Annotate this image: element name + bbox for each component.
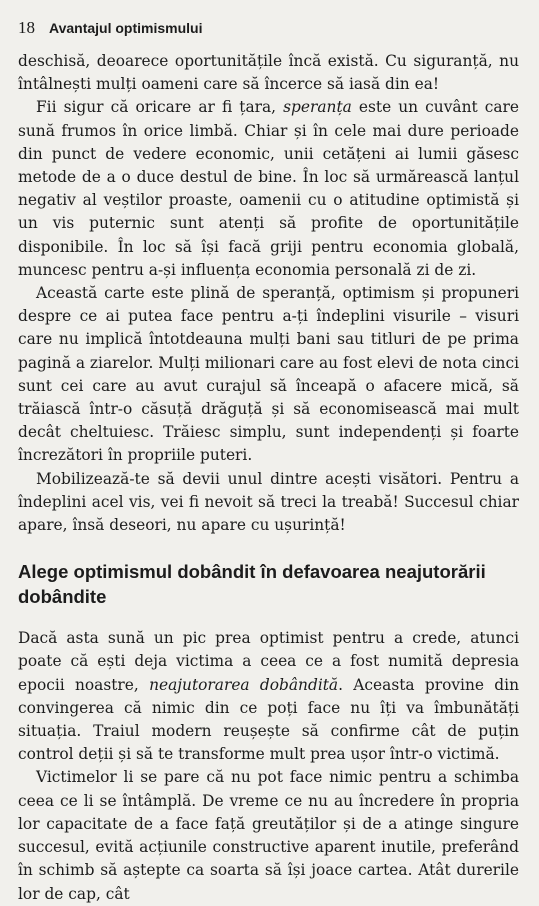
book-title: Avantajul optimismului <box>49 20 203 36</box>
italic-term: neajutorarea dobândită <box>149 675 339 694</box>
section-heading: Alege optimismul dobândit în defavoarea neajutorării dobândite <box>18 561 486 608</box>
paragraph: Dacă asta sună un pic prea optimist pentru a crede, atunci poate că ești deja victima a ceea ce a fost numită depresia epocii noastre, neajutorarea dobândită. Aceasta provine din convingerea că nimic din ce poți face nu îți va îmbunătăți situația. Traiul modern reușește să confirme cât de puțin control deții și să te transforme mult prea ușor într-o victimă. <box>18 629 519 764</box>
paragraph: Victimelor li se pare că nu pot face nimic pentru a schimba ceea ce li se întâmplă. De vreme ce nu au încredere în propria lor capacitate de a face față greutăților și de a atinge singure succesul, evită acțiunile constructive aparent inutile, preferând în schimb să aștepte ca soarta să își joace cartea. Atât durerile lor de cap, cât <box>18 768 519 903</box>
paragraph: Fii sigur că oricare ar fi țara, speranța este un cuvânt care sună frumos în orice limbă. Chiar și în cele mai dure perioade din punct de vedere economic, unii cetățeni ai lumii găsesc metode de a o duce destul de bine. În loc să urmărească lanțul negativ al veștilor proaste, oamenii cu o atitudine optimistă și un vis puternic sunt atenți să profite de oportunitățile disponibile. În loc să își facă griji pentru economia globală, muncesc pentru a-și influența economia personală zi de zi. <box>18 98 519 279</box>
body-text <box>18 50 519 906</box>
running-head <box>18 18 519 38</box>
page-number: 18 <box>18 18 35 37</box>
paragraph: Mobilizează-te să devii unul dintre acești visători. Pentru a îndeplini acel vis, vei fi nevoit să treci la treabă! Succesul chiar apare, însă deseori, nu apare cu ușurință! <box>18 469 519 535</box>
paragraph: deschisă, deoarece oportunitățile încă există. Cu siguranță, nu întâlnești mulți oameni care să încerce să iasă din ea! <box>18 52 519 94</box>
italic-term: speranța <box>283 98 352 117</box>
paragraph: Această carte este plină de speranță, optimism și propuneri despre ce ai putea face pentru a-ți îndeplini visurile – visuri care nu implică întotdeauna mulți bani sau titluri de pe prima pagină a ziarelor. Mulți milionari care au fost elevi de nota cinci sunt cei care au avut curajul să înceapă o afacere mică, să trăiască într-o căsuță drăguță și să economisească mai mult decât cheltuiesc. Trăiesc simplu, sunt independenți și foarte încrezători în propriile puteri. <box>18 284 519 465</box>
